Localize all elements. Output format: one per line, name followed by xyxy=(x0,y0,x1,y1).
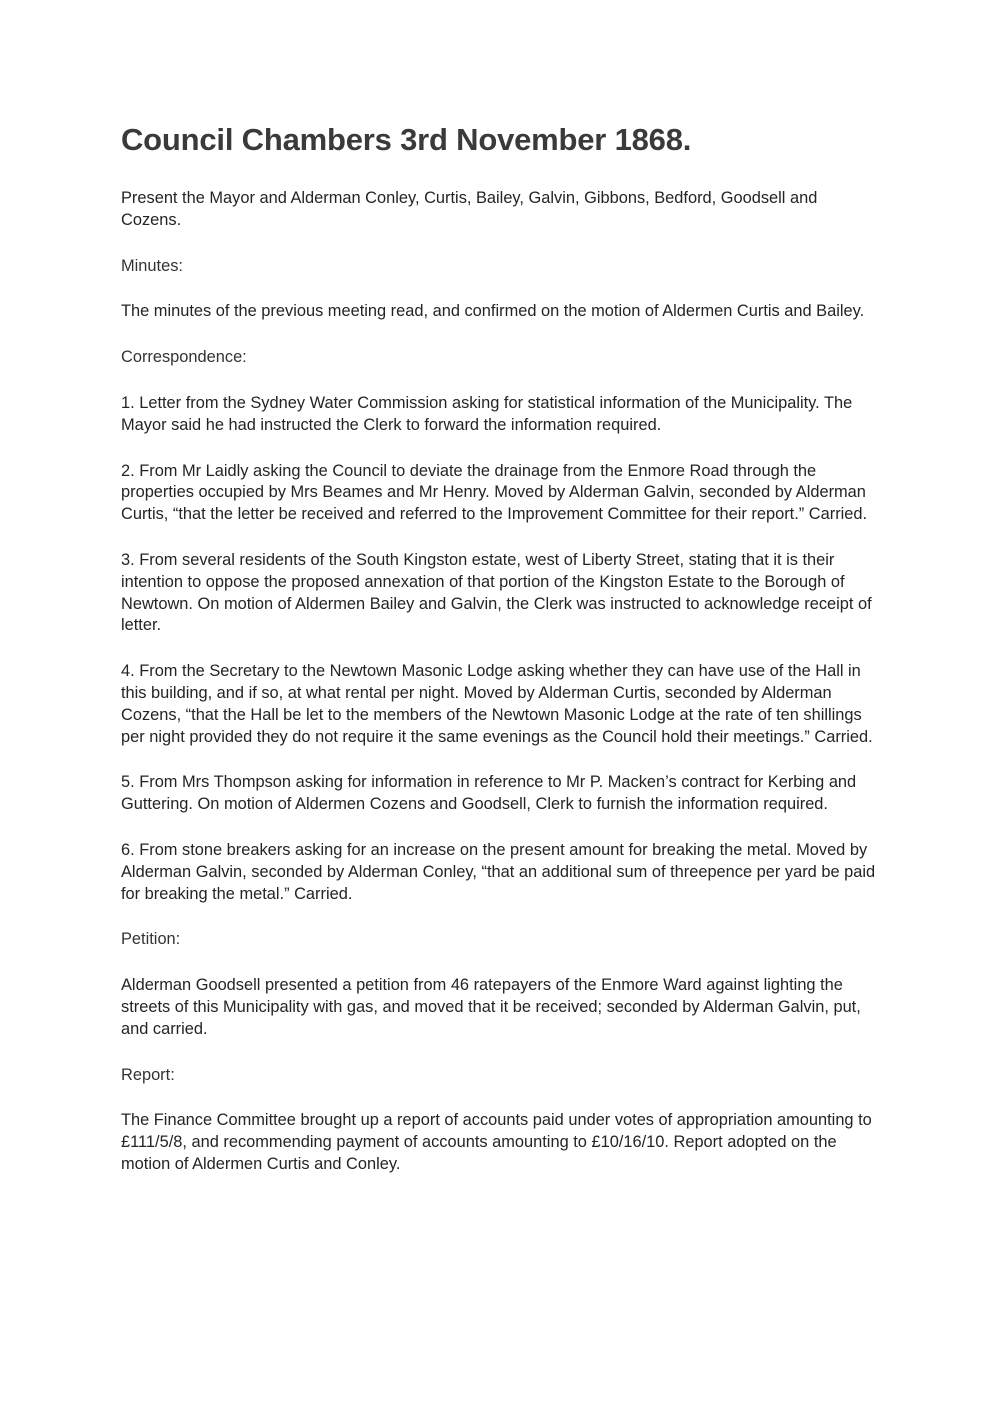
correspondence-item-2: 2. From Mr Laidly asking the Council to deviate the drainage from the Enmore Road through the properties occupied by Mrs Beames and Mr Henry. Moved by Alderman Galvin, seconded by Alderman Curtis, “that the letter be received and referred to the Improvement Committee for their report.” Carried. xyxy=(121,461,868,524)
report-heading: Report: xyxy=(121,1065,175,1084)
document-page xyxy=(121,118,881,1200)
page-title: Council Chambers 3rd November 1868. xyxy=(121,122,692,157)
correspondence-item-4: 4. From the Secretary to the Newtown Masonic Lodge asking whether they can have use of the Hall in this building, and if so, at what rental per night. Moved by Alderman Curtis, seconded by Alderman Cozens, “that the Hall be let to the members of the Newtown Masonic Lodge at the rate of ten shillings per night provided they do not require it the same evenings as the Council hold their meetings.” Carried. xyxy=(121,662,873,746)
correspondence-item-1: 1. Letter from the Sydney Water Commission asking for statistical information of the Municipality. The Mayor said he had instructed the Clerk to forward the information required. xyxy=(121,393,853,434)
report-paragraph: The Finance Committee brought up a report of accounts paid under votes of appropriation amounting to £111/5/8, and recommending payment of accounts amounting to £10/16/10. Report adopted on the motion of Aldermen Curtis and Conley. xyxy=(121,1111,872,1173)
minutes-heading: Minutes: xyxy=(121,256,183,275)
correspondence-item-6: 6. From stone breakers asking for an increase on the present amount for breaking the metal. Moved by Alderman Galvin, seconded by Alderman Conley, “that an additional sum of threepence per yard be paid for breaking the metal.” Carried. xyxy=(121,840,876,903)
correspondence-item-5: 5. From Mrs Thompson asking for information in reference to Mr P. Macken’s contract for Kerbing and Guttering. On motion of Aldermen Cozens and Goodsell, Clerk to furnish the information required. xyxy=(121,773,857,814)
minutes-paragraph: The minutes of the previous meeting read, and confirmed on the motion of Aldermen Curtis and Bailey. xyxy=(121,302,865,321)
petition-paragraph: Alderman Goodsell presented a petition from 46 ratepayers of the Enmore Ward against lighting the streets of this Municipality with gas, and moved that it be received; seconded by Alderman Galvin, put, and carried. xyxy=(121,976,861,1038)
correspondence-heading: Correspondence: xyxy=(121,348,247,367)
petition-heading: Petition: xyxy=(121,930,181,949)
present-paragraph: Present the Mayor and Alderman Conley, Curtis, Bailey, Galvin, Gibbons, Bedford, Goodsell and Cozens. xyxy=(121,189,818,229)
correspondence-item-3: 3. From several residents of the South Kingston estate, west of Liberty Street, stating that it is their intention to oppose the proposed annexation of that portion of the Kingston Estate to the Borough of Newtown. On motion of Aldermen Bailey and Galvin, the Clerk was instructed to acknowledge receipt of letter. xyxy=(121,550,872,635)
